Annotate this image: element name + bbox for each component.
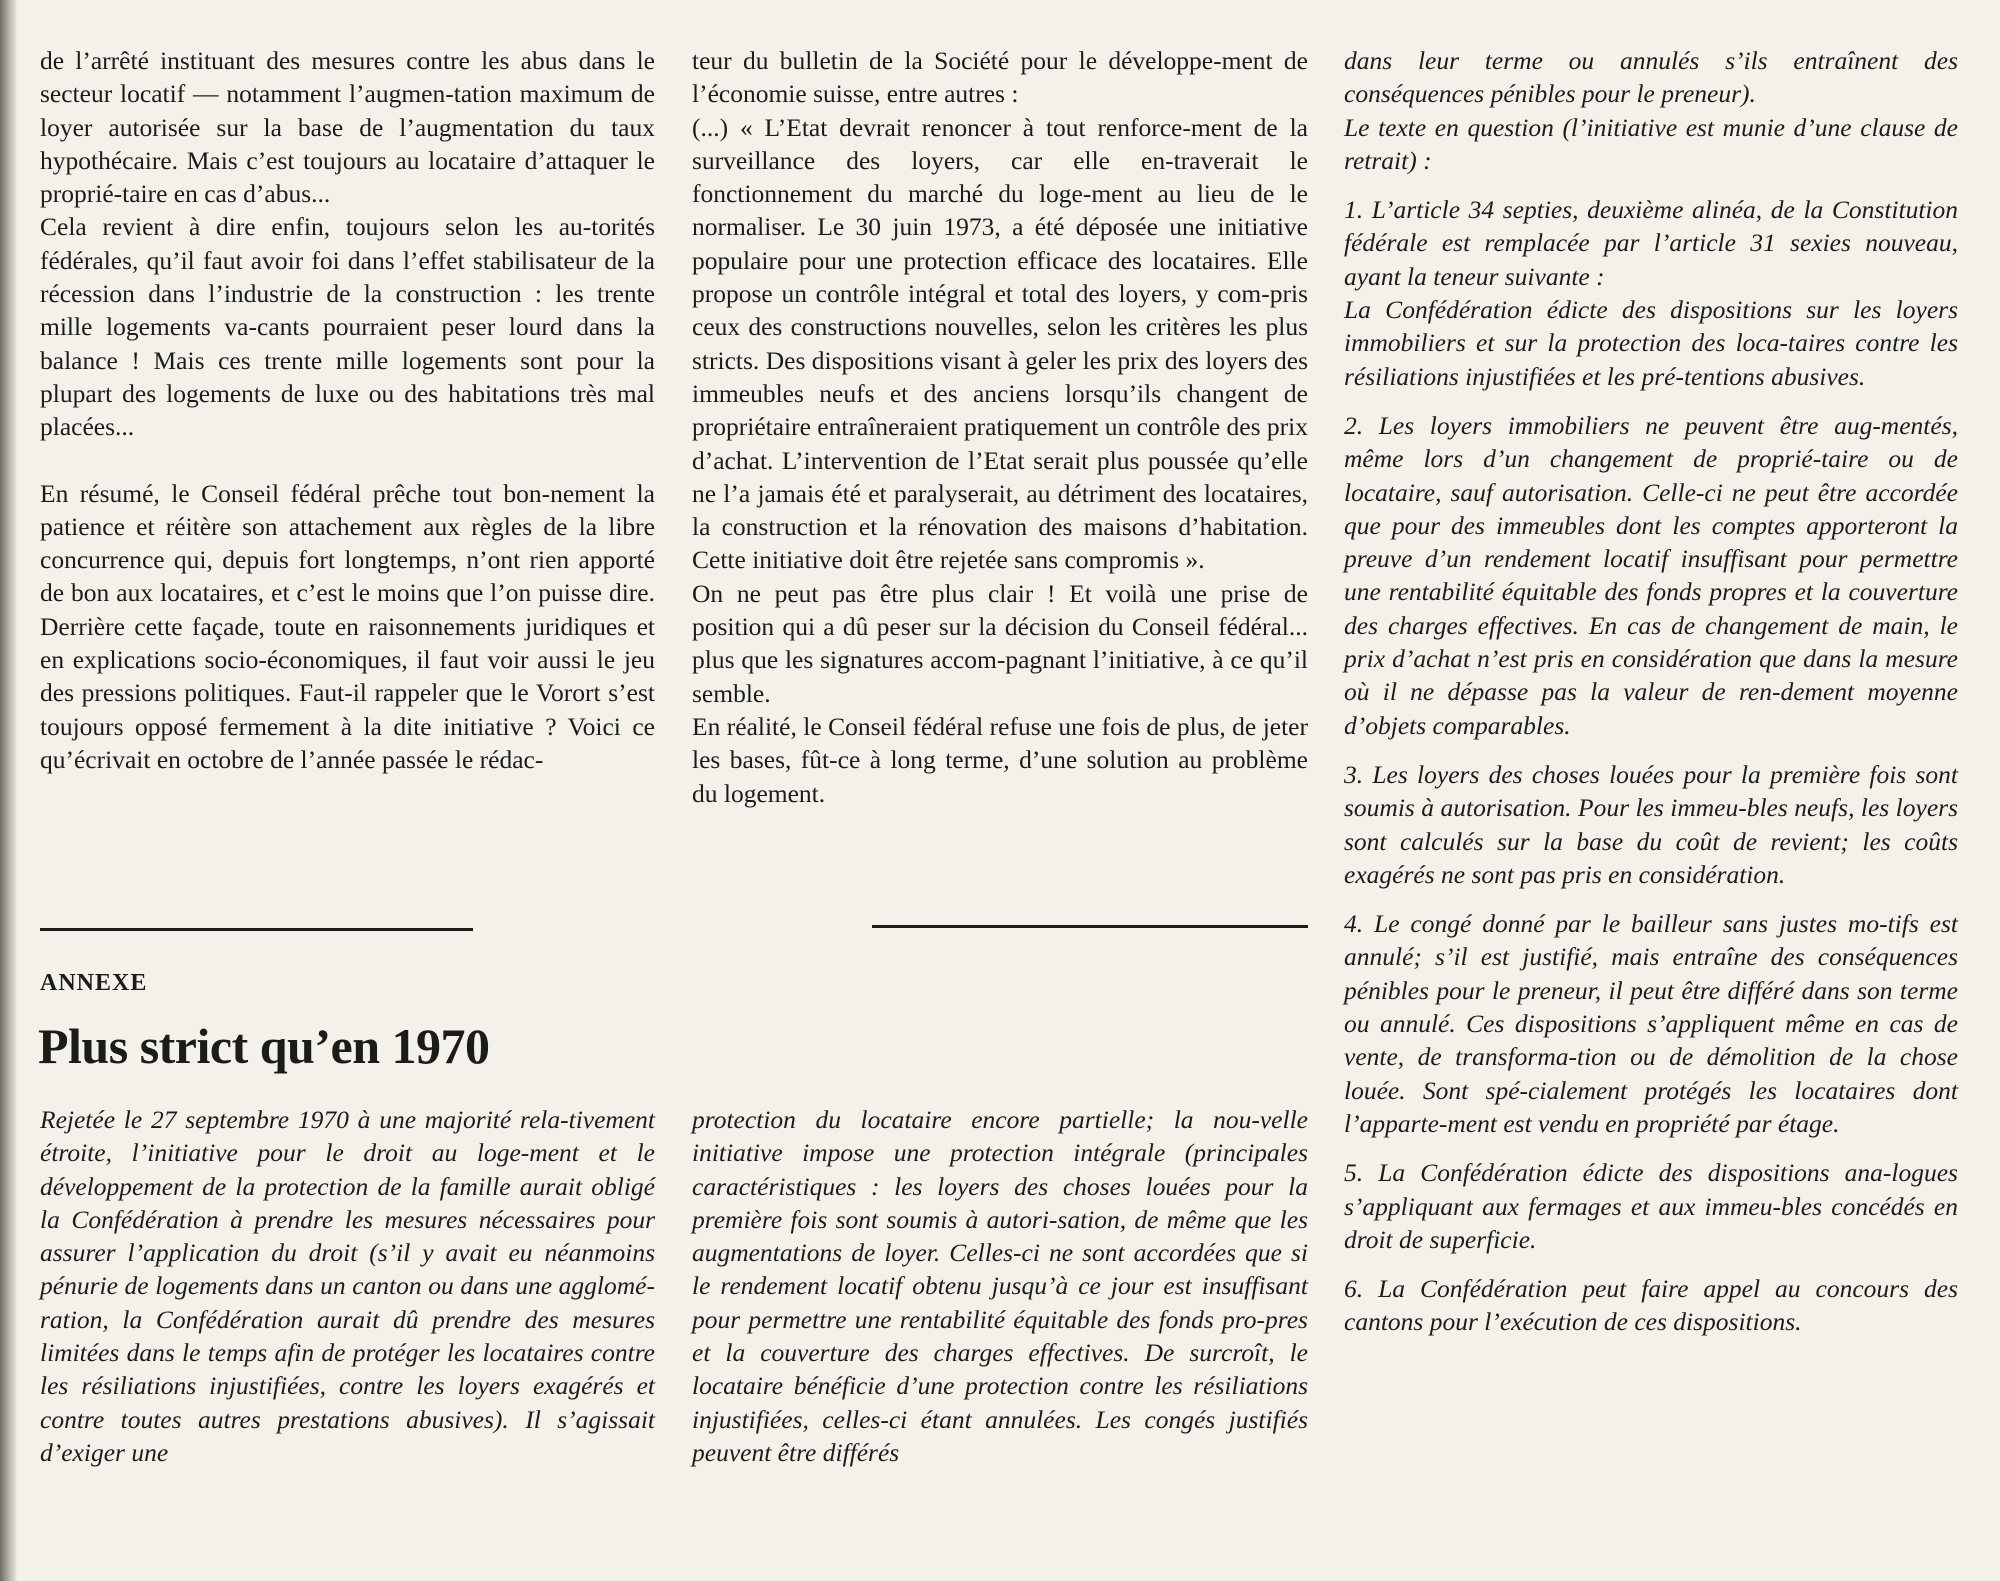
annexe-column-left (40, 1103, 655, 1469)
paragraph: Le texte en question (l’initiative est munie d’une clause de retrait) : (1344, 112, 1958, 175)
initiative-item-1-continued: La Confédération édicte des dispositions sur les loyers immobiliers et sur la protection des loca-taires contre les résiliations injustifiées et les pré-tentions abusives. (1344, 295, 1958, 391)
initiative-item-4: 4. Le congé donné par le bailleur sans justes mo-tifs est annulé; s’il est justifié, mais entraîne des conséquences pénibles pour le preneur, il peut être différé dans son terme ou annulé. Ces dispositions s’appliquent même en cas de vente, de transforma-tion ou de démolition de la chose louée. Sont spé-cialement protégés les locataires dont l’apparte-ment est vendu en propriété par étage. (1344, 909, 1958, 1138)
initiative-item-5: 5. La Confédération édicte des dispositions ana-logues s’appliquant aux fermages et aux immeu-bles concédés en droit de superficie. (1344, 1158, 1958, 1254)
initiative-item-3: 3. Les loyers des choses louées pour la première fois sont soumis à autorisation. Pour les immeu-bles neufs, les loyers sont calculés sur la base du coût de revient; les coûts exagérés ne sont pas pris en considération. (1344, 759, 1958, 889)
paragraph: de l’arrêté instituant des mesures contre les abus dans le secteur locatif — notamment l’augmen-tation maximum de loyer autorisée sur la base de l’augmentation du taux hypothécaire. Mais c’est toujours au locataire d’attaquer le proprié-taire en cas d’abus... (40, 46, 655, 209)
article-column-1 (40, 44, 655, 776)
page-binding-edge (0, 0, 18, 1581)
annexe-label: ANNEXE (40, 970, 148, 996)
paragraph: protection du locataire encore partielle; la nou-velle initiative impose une protection intégrale (principales caractéristiques : les loyers des choses louées pour la première fois sont soumis à autori-sation, de même que les augmentations de loyer. Celles-ci ne sont accordées que si le rendement locatif obtenu jusqu’à ce jour est insuffisant pour permettre une rentabilité équitable des fonds pro-pres et la couverture des charges effectives. De surcroît, le locataire bénéficie d’une protection contre les résiliations injustifiées, celles-ci étant annulées. Les congés justifiés peuvent être différés (692, 1105, 1308, 1467)
paragraph: On ne peut pas être plus clair ! Et voilà une prise de position qui a dû peser sur la décision du Conseil fédéral... plus que les signatures accom-pagnant l’initiative, à ce qu’il semble. (692, 578, 1308, 708)
paragraph: En réalité, le Conseil fédéral refuse une fois de plus, de jeter les bases, fût-ce à long terme, d’une solution au problème du logement. (692, 711, 1308, 808)
annexe-title: Plus strict qu’en 1970 (38, 1018, 490, 1074)
paragraph: Rejetée le 27 septembre 1970 à une majorité rela-tivement étroite, l’initiative pour le droit au loge-ment et le développement de la protection de la famille aurait obligé la Confédération à prendre les mesures nécessaires pour assurer l’application du droit (s’il y avait eu néanmoins pénurie de logements dans un canton ou dans une agglomé-ration, la Confédération aurait dû prendre des mesures limitées dans le temps afin de protéger les locataires contre les résiliations injustifiées, contre les loyers exagérés et contre toutes autres prestations abusives). Il s’agissait d’exiger une (40, 1105, 655, 1467)
paragraph: dans leur terme ou annulés s’ils entraînent des conséquences pénibles pour le preneur). (1344, 46, 1958, 109)
paragraph: teur du bulletin de la Société pour le développe-ment de l’économie suisse, entre autres : (692, 46, 1308, 109)
quote-paragraph: (...) « L’Etat devrait renoncer à tout renforce-ment de la surveillance des loyers, car elle en-traverait le fonctionnement du marché du loge-ment au lieu de le normaliser. Le 30 juin 1973, a été déposée une initiative populaire pour une protection efficace des locataires. Elle propose un contrôle intégral et total des loyers, y com-pris ceux des constructions nouvelles, selon les critères les plus stricts. Des dispositions visant à geler les prix des loyers des immeubles neufs et des anciens lorsqu’ils changent de propriétaire entraîneraient pratiquement un contrôle des prix d’achat. L’intervention de l’Etat serait plus poussée qu’elle ne l’a jamais été et paralyserait, au détriment des locataires, la construction et la rénovation des maisons d’habitation. Cette initiative doit être rejetée sans compromis ». (692, 112, 1308, 575)
annexe-column-middle (692, 1103, 1308, 1469)
initiative-text-column (1344, 44, 1958, 1339)
article-column-2 (692, 44, 1308, 810)
initiative-item-2: 2. Les loyers immobiliers ne peuvent être aug-mentés, même lors d’un changement de proprié-taire ou de locataire, sauf autorisation. Celle-ci ne peut être accordée que pour des immeubles dont les comptes apporteront la preuve d’un rendement locatif insuffisant pour permettre une rentabilité équitable des fonds propres et la couverture des charges effectives. En cas de changement de main, le prix d’achat n’est pris en considération que dans la mesure où il ne dépasse pas la valeur de ren-dement moyenne d’objets comparables. (1344, 410, 1958, 740)
initiative-item-6: 6. La Confédération peut faire appel au concours des cantons pour l’exécution de ces dispositions. (1344, 1274, 1958, 1337)
section-divider-right (872, 925, 1308, 928)
initiative-item-1: 1. L’article 34 septies, deuxième alinéa, de la Constitution fédérale est remplacée par l’article 31 sexies nouveau, ayant la teneur suivante : (1344, 195, 1958, 291)
paragraph: Cela revient à dire enfin, toujours selon les au-torités fédérales, qu’il faut avoir foi dans l’effet stabilisateur de la récession dans l’industrie de la construction : les trente mille logements va-cants pourraient peser lourd dans la balance ! Mais ces trente mille logements sont pour la plupart des logements de luxe ou des habitations très mal placées... (40, 212, 655, 442)
paragraph: En résumé, le Conseil fédéral prêche tout bon-nement la patience et réitère son attachement aux règles de la libre concurrence qui, depuis fort longtemps, n’ont rien apporté de bon aux locataires, et c’est le moins que l’on puisse dire. Derrière cette façade, toute en raisonnements juridiques et en explications socio-économiques, il faut voir aussi le jeu des pressions politiques. Faut-il rappeler que le Vorort s’est toujours opposé fermement à la dite initiative ? Voici ce qu’écrivait en octobre de l’année passée le rédac- (40, 478, 655, 774)
section-divider-left (40, 928, 473, 931)
